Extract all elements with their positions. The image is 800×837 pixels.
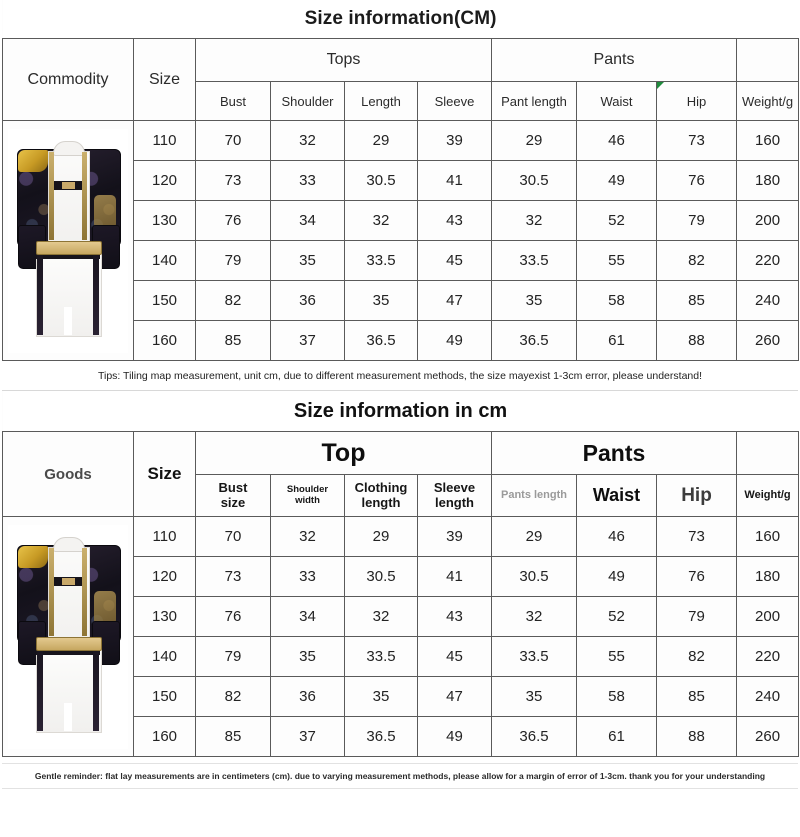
cell-hip: 76 [657,161,737,201]
table1-title-row [3,0,799,39]
table1-group-tops: Tops [196,39,492,82]
table-row [3,121,799,161]
cell-size: 140 [134,637,196,677]
cell-waist: 52 [577,201,657,241]
top-buckle [62,182,75,189]
cell-size: 130 [134,597,196,637]
cell-clothing-length: 29 [345,517,418,557]
product-illustration [8,129,128,353]
table1-header-commodity: Commodity [3,39,134,121]
table2-subheader-hip: Hip [657,475,737,517]
cell-pant-length: 33.5 [492,241,577,281]
cell-shoulder-width: 37 [271,717,345,757]
tip-strip [2,361,798,391]
subheader-line1: Shoulder [286,483,329,495]
cell-weight: 160 [737,517,799,557]
cell-bust: 76 [196,201,271,241]
cell-bust: 70 [196,121,271,161]
jacket-left-trim [49,152,54,240]
cell-hip: 79 [657,201,737,241]
table1-group-pants: Pants [492,39,737,82]
cell-sleeve-length: 43 [418,597,492,637]
cell-size: 130 [134,201,196,241]
cell-sleeve: 41 [418,161,492,201]
cell-sleeve-length: 47 [418,677,492,717]
cell-pants-length: 36.5 [492,717,577,757]
cell-shoulder-width: 32 [271,517,345,557]
reminder-strip [2,763,798,789]
cell-bust-size: 70 [196,517,271,557]
cell-bust-size: 82 [196,677,271,717]
table1-subheader-hip [657,82,737,121]
cell-size: 150 [134,677,196,717]
cell-clothing-length: 33.5 [345,637,418,677]
table1-subheader-waist: Waist [577,82,657,121]
cell-waist: 58 [577,281,657,321]
cell-length: 29 [345,121,418,161]
cell-weight: 220 [737,241,799,281]
tip-text: Tips: Tiling map measurement, unit cm, due to different measurement methods, the size mayexist 1-3cm error, please understand! [97,369,703,382]
jacket-gold-shoulder [18,546,48,568]
table2-subheader-bust-size [196,475,271,517]
jacket-right-trim [82,548,87,636]
jacket-gold-shoulder [18,150,48,172]
cell-pant-length: 36.5 [492,321,577,361]
cell-pant-length: 30.5 [492,161,577,201]
cell-hip: 79 [657,597,737,637]
cell-sleeve: 45 [418,241,492,281]
cell-pant-length: 29 [492,121,577,161]
cell-pants-length: 30.5 [492,557,577,597]
cell-size: 140 [134,241,196,281]
cell-pant-length: 32 [492,201,577,241]
table2-subheader-sleeve-length [418,475,492,517]
cell-bust-size: 76 [196,597,271,637]
comment-marker-icon [657,82,664,89]
cell-weight: 200 [737,201,799,241]
cell-shoulder-width: 36 [271,677,345,717]
table2-header-size: Size [134,432,196,517]
cell-waist: 61 [577,321,657,361]
subheader-line2: length [435,494,474,510]
cell-length: 36.5 [345,321,418,361]
shorts-right-stripe [93,651,99,731]
subheader-line2: size [220,494,246,510]
table2-subheader-waist: Waist [577,475,657,517]
cell-bust: 82 [196,281,271,321]
cell-weight: 200 [737,597,799,637]
cell-weight: 180 [737,557,799,597]
top-collar [53,537,85,552]
cell-shoulder-width: 34 [271,597,345,637]
cell-hip: 73 [657,517,737,557]
table1-group-spacer [737,39,799,82]
cell-clothing-length: 30.5 [345,557,418,597]
cell-waist: 49 [577,161,657,201]
jacket-gold-accent [94,591,116,625]
cell-shoulder: 32 [271,121,345,161]
cell-clothing-length: 36.5 [345,717,418,757]
table2-group-pants: Pants [492,432,737,475]
table1-subheader-weight: Weight/g [737,82,799,121]
cell-pants-length: 32 [492,597,577,637]
subheader-line1: Sleeve [433,479,476,495]
jacket-gold-accent [94,195,116,229]
cell-sleeve-length: 39 [418,517,492,557]
table1-subheader-length: Length [345,82,418,121]
cell-waist: 55 [577,241,657,281]
cell-size: 160 [134,717,196,757]
table2-subheader-clothing-length [345,475,418,517]
table1-subheader-pant-length: Pant length [492,82,577,121]
cell-shoulder-width: 35 [271,637,345,677]
cell-shoulder: 33 [271,161,345,201]
cell-sleeve: 49 [418,321,492,361]
cell-length: 30.5 [345,161,418,201]
cell-waist: 46 [577,517,657,557]
cell-waist: 55 [577,637,657,677]
cell-pants-length: 29 [492,517,577,557]
cell-weight: 180 [737,161,799,201]
jacket-left-trim [49,548,54,636]
cell-hip: 73 [657,121,737,161]
cell-hip: 85 [657,677,737,717]
cell-clothing-length: 35 [345,677,418,717]
subheader-line1: Clothing [354,479,408,495]
table2-group-top: Top [196,432,492,475]
table2-product-image-cell [3,517,134,757]
cell-length: 32 [345,201,418,241]
size-table-secondary [2,391,799,757]
cell-sleeve: 39 [418,121,492,161]
table2-subheader-pants-length: Pants length [492,475,577,517]
cell-weight: 160 [737,121,799,161]
cell-length: 33.5 [345,241,418,281]
cell-weight: 220 [737,637,799,677]
gold-belt [36,241,102,255]
top-buckle [62,578,75,585]
table-row [3,517,799,557]
cell-sleeve-length: 49 [418,717,492,757]
gold-belt [36,637,102,651]
cell-sleeve: 43 [418,201,492,241]
cell-pants-length: 35 [492,677,577,717]
table2-group-spacer [737,432,799,475]
cell-weight: 240 [737,281,799,321]
shorts-center-gap [64,703,72,731]
reminder-text: Gentle reminder: flat lay measurements are in centimeters (cm). due to varying measurement methods, please allow for a margin of error of 1-3cm. thank you for your understanding [34,771,766,781]
table2-subheader-weight: Weight/g [737,475,799,517]
cell-sleeve: 47 [418,281,492,321]
cell-waist: 58 [577,677,657,717]
cell-weight: 260 [737,717,799,757]
cell-shoulder-width: 33 [271,557,345,597]
table1-header-size: Size [134,39,196,121]
shorts-right-stripe [93,255,99,335]
table2-header-goods: Goods [3,432,134,517]
cell-bust: 79 [196,241,271,281]
cell-hip: 82 [657,637,737,677]
table1-group-header-row [3,39,799,82]
subheader-line1: Bust [218,479,248,495]
cell-size: 120 [134,161,196,201]
cell-weight: 260 [737,321,799,361]
cell-shoulder: 34 [271,201,345,241]
cell-bust: 85 [196,321,271,361]
cell-hip: 76 [657,557,737,597]
cell-hip: 88 [657,717,737,757]
table1-title: Size information(CM) [3,0,799,39]
cell-size: 110 [134,517,196,557]
cell-size: 110 [134,121,196,161]
table2-group-header-row [3,432,799,475]
cell-pant-length: 35 [492,281,577,321]
shorts-left-stripe [37,255,43,335]
product-illustration [8,525,128,749]
cell-shoulder: 37 [271,321,345,361]
cell-clothing-length: 32 [345,597,418,637]
table1-subheader-hip-label: Hip [686,93,707,109]
cell-sleeve-length: 45 [418,637,492,677]
cell-waist: 52 [577,597,657,637]
cell-bust-size: 79 [196,637,271,677]
cell-length: 35 [345,281,418,321]
shorts-left-stripe [37,651,43,731]
shorts-center-gap [64,307,72,335]
table1-subheader-shoulder: Shoulder [271,82,345,121]
cell-shoulder: 36 [271,281,345,321]
cell-hip: 88 [657,321,737,361]
size-table-primary [2,0,799,361]
cell-hip: 85 [657,281,737,321]
table1-subheader-bust: Bust [196,82,271,121]
subheader-line2: length [361,494,401,510]
table1-product-image-cell [3,121,134,361]
subheader-line2: width [295,494,320,506]
cell-waist: 61 [577,717,657,757]
cell-shoulder: 35 [271,241,345,281]
cell-bust-size: 85 [196,717,271,757]
cell-sleeve-length: 41 [418,557,492,597]
table2-title: Size information in cm [3,391,799,432]
jacket-right-trim [82,152,87,240]
cell-size: 150 [134,281,196,321]
cell-bust-size: 73 [196,557,271,597]
cell-weight: 240 [737,677,799,717]
cell-size: 160 [134,321,196,361]
table1-subheader-sleeve: Sleeve [418,82,492,121]
table2-title-row [3,391,799,432]
top-collar [53,141,85,156]
cell-waist: 46 [577,121,657,161]
table2-subheader-shoulder-width [271,475,345,517]
cell-bust: 73 [196,161,271,201]
cell-hip: 82 [657,241,737,281]
cell-size: 120 [134,557,196,597]
cell-waist: 49 [577,557,657,597]
cell-pants-length: 33.5 [492,637,577,677]
